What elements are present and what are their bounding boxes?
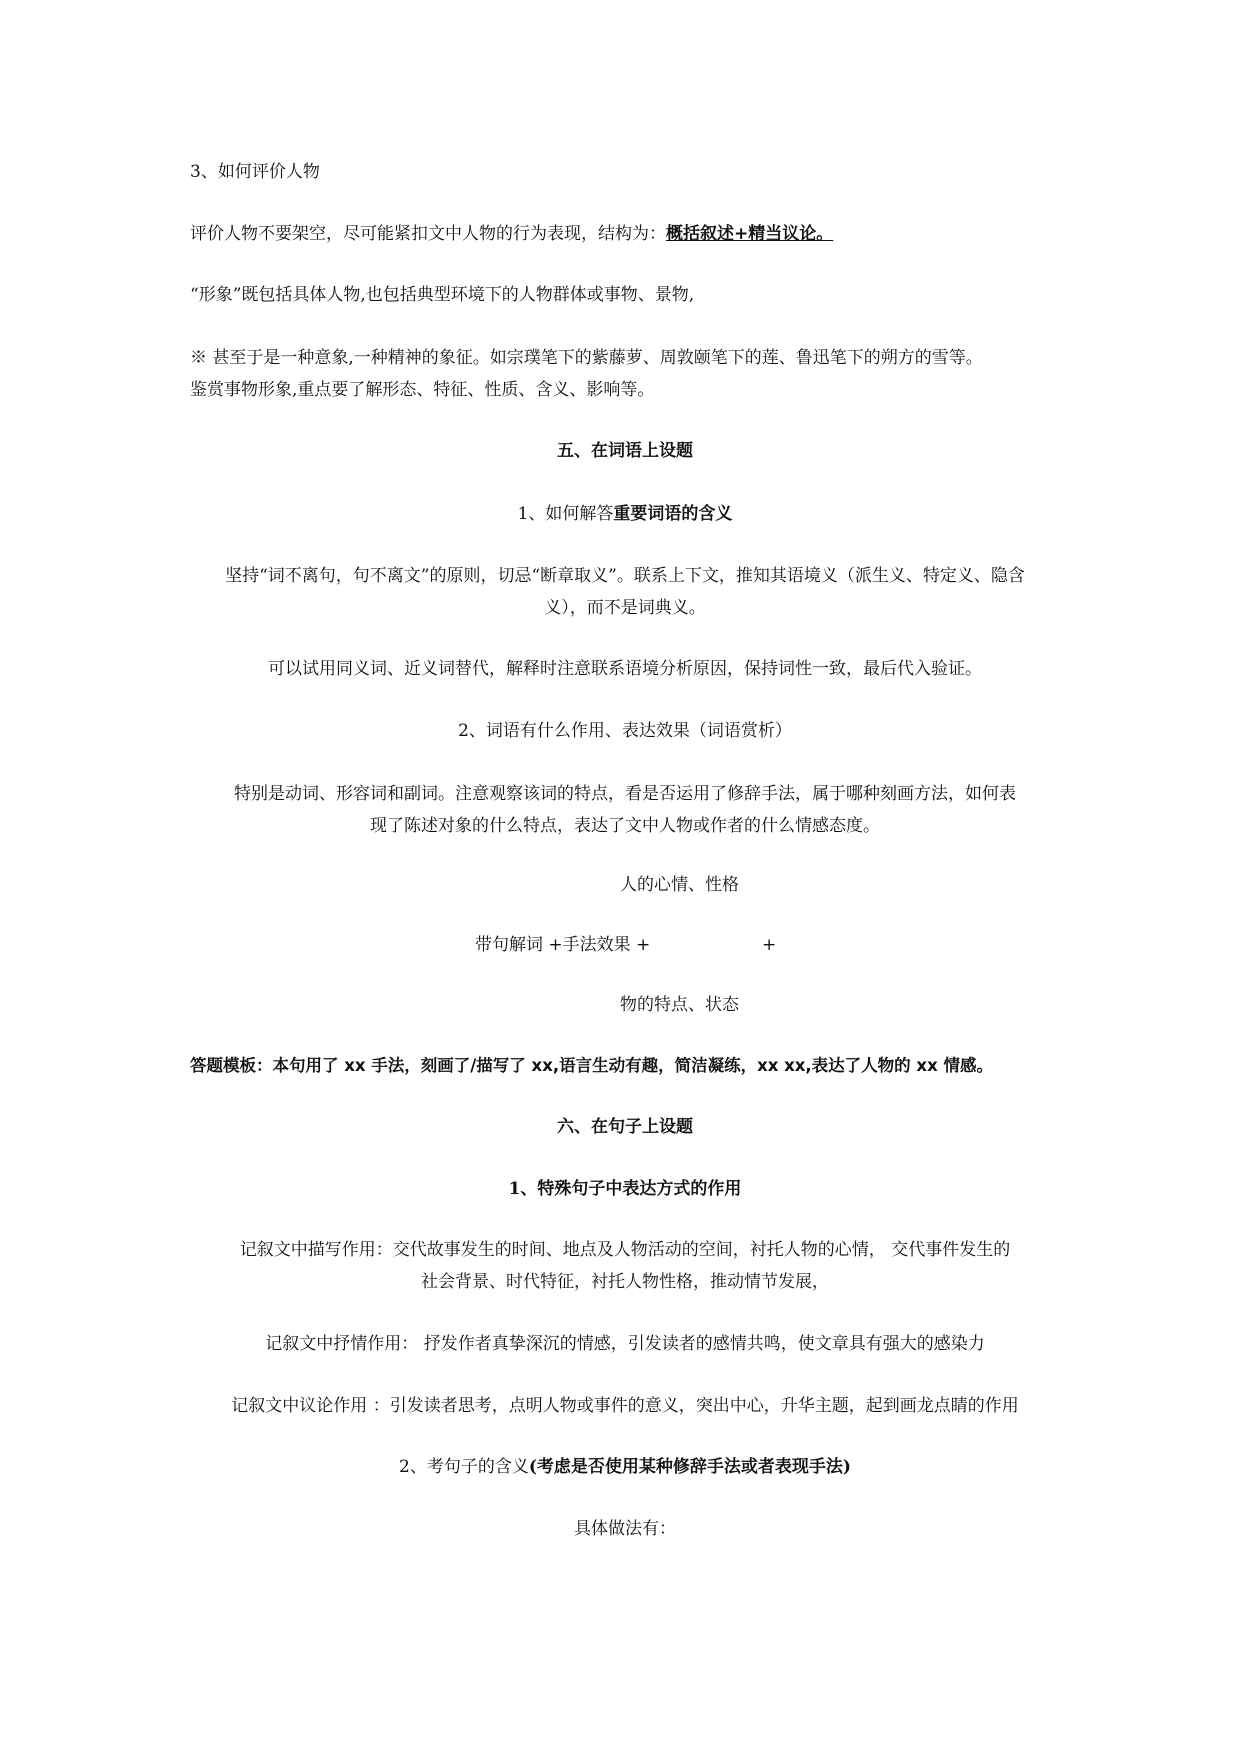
word-meaning-paragraph-line-2: 义），而不是词典义。 (544, 598, 706, 618)
section-5-subheading-2: 2、词语有什么作用、表达效果（词语赏析） (458, 721, 792, 741)
imagery-paragraph-line-2: 鉴赏事物形象,重点要了解形态、特征、性质、含义、影响等。 (190, 380, 655, 400)
synonym-paragraph: 可以试用同义词、近义词替代，解释时注意联系语境分析原因，保持词性一致，最后代入验证。 (268, 659, 982, 679)
answer-template: 答题模板：本句用了 xx 手法，刻画了/描写了 xx,语言生动有趣，简洁凝练，xx xx,表达了人物的 xx 情感。 (190, 1056, 993, 1075)
section-6-subheading-1: 1、特殊句子中表达方式的作用 (508, 1179, 742, 1199)
formula-trailing-plus: + (762, 935, 777, 955)
formula-bottom-branch: 物的特点、状态 (620, 995, 739, 1015)
imagery-paragraph-line-1: ※ 甚至于是一种意象,一种精神的象征。如宗璞笔下的紫藤萝、周敦颐笔下的莲、鲁迅笔下的朔方的雪等。 (190, 348, 983, 368)
description-role-line-1: 记叙文中描写作用：交代故事发生的时间、地点及人物活动的空间，衬托人物的心情， 交代事件发生的 (239, 1240, 1011, 1260)
formula-main: 带句解词 +手法效果 + (475, 935, 651, 955)
specific-methods-label: 具体做法有： (574, 1519, 676, 1539)
word-analysis-paragraph-line-1: 特别是动词、形容词和副词。注意观察该词的特点，看是否运用了修辞手法，属于哪种刻画方法，如何表 (234, 784, 1016, 804)
section-3-heading: 3、如何评价人物 (190, 162, 320, 182)
evaluate-character-text: 评价人物不要架空，尽可能紧扣文中人物的行为表现，结构为： (190, 224, 666, 244)
formula-top-branch: 人的心情、性格 (620, 875, 739, 895)
lyric-role-paragraph: 记叙文中抒情作用： 抒发作者真挚深沉的情感，引发读者的感情共鸣，使文章具有强大的感染力 (265, 1334, 985, 1354)
subheading-1-prefix: 1、如何解答 (517, 504, 614, 524)
subheading-2-prefix: 2、考句子的含义 (399, 1457, 529, 1477)
evaluate-character-paragraph (190, 222, 833, 246)
subheading-1-bold: 重要词语的含义 (613, 504, 733, 524)
section-6-title: 六、在句子上设题 (557, 1117, 693, 1137)
argument-role-paragraph: 记叙文中议论作用 ：引发读者思考，点明人物或事件的意义，突出中心，升华主题，起到画龙点睛的作用 (231, 1396, 1019, 1416)
section-5-subheading-1 (190, 502, 1060, 526)
subheading-2-bold: (考虑是否使用某种修辞手法或者表现手法) (528, 1457, 851, 1477)
section-5-title: 五、在词语上设题 (557, 441, 693, 461)
word-meaning-paragraph-line-1: 坚持“词不离句，句不离文”的原则，切忌“断章取义”。联系上下文，推知其语境义（派生义、特定义、隐含 (225, 566, 1025, 586)
description-role-line-2: 社会背景、时代特征，衬托人物性格，推动情节发展， (421, 1272, 829, 1292)
word-analysis-paragraph-line-2: 现了陈述对象的什么特点，表达了文中人物或作者的什么情感态度。 (370, 816, 880, 836)
structure-formula: 概括叙述+精当议论。 (666, 224, 834, 244)
section-6-subheading-2 (190, 1455, 1060, 1479)
image-definition-paragraph: “形象”既包括具体人物,也包括典型环境下的人物群体或事物、景物, (190, 285, 695, 305)
